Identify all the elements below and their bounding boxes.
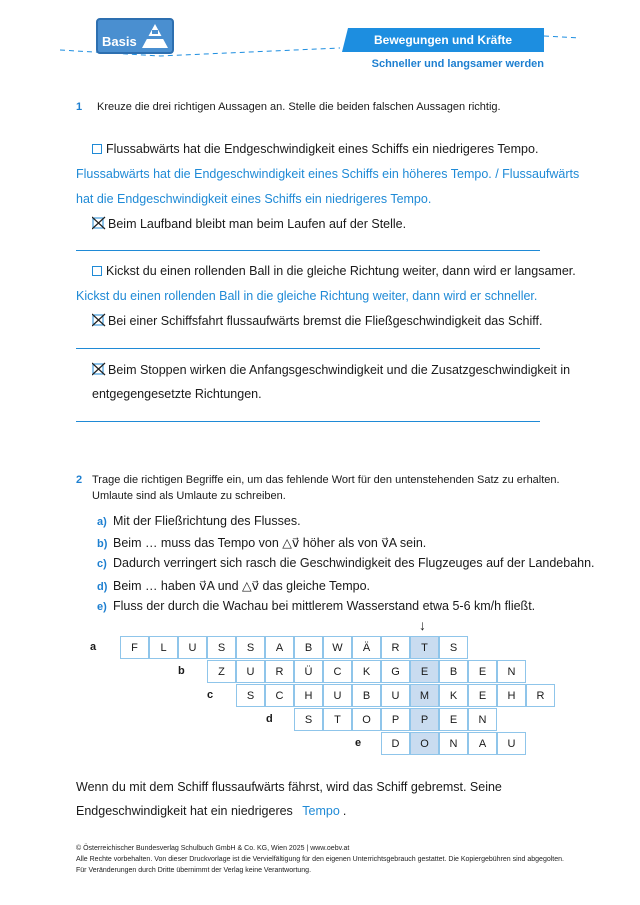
grid-cell[interactable]: A (265, 636, 294, 659)
checkbox-checked-icon[interactable] (92, 362, 106, 376)
task2-instruction-1: Trage die richtigen Begriffe ein, um das fehlende Wort für den untenstehenden Satz zu erhalten. (92, 474, 560, 486)
grid-solution-cell[interactable]: M (410, 684, 439, 707)
grid-cell[interactable]: Z (207, 660, 236, 683)
grid-cell[interactable]: U (178, 636, 207, 659)
answer-line (76, 250, 540, 251)
grid-cell[interactable]: N (468, 708, 497, 731)
grid-cell[interactable]: K (439, 684, 468, 707)
grid-solution-cell[interactable]: E (410, 660, 439, 683)
grid-cell[interactable]: B (352, 684, 381, 707)
task2-instruction-2: Umlaute sind als Umlaute zu schreiben. (92, 490, 286, 502)
grid-cell[interactable]: E (468, 660, 497, 683)
grid-cell[interactable]: S (236, 636, 265, 659)
grid-cell[interactable]: U (236, 660, 265, 683)
checkbox-checked-icon[interactable] (92, 216, 106, 230)
grid-cell[interactable]: N (439, 732, 468, 755)
task1-number: 1 (76, 101, 83, 113)
correction-1b: hat die Endgeschwindigkeit eines Schiffs ein niedrigeres Tempo. (76, 192, 432, 206)
grid-cell[interactable]: U (381, 684, 410, 707)
grid-cell[interactable]: D (381, 732, 410, 755)
grid-solution-cell[interactable]: T (410, 636, 439, 659)
grid-cell[interactable]: R (381, 636, 410, 659)
statement-5-cont: entgegengesetzte Richtungen. (92, 387, 262, 401)
v-a-symbol: v⃗A (381, 536, 397, 550)
grid-cell[interactable]: F (120, 636, 149, 659)
grid-cell[interactable]: E (468, 684, 497, 707)
result-sentence-2: Endgeschwindigkeit hat ein niedrigeres Tempo . (76, 804, 347, 818)
grid-cell[interactable]: R (526, 684, 555, 707)
statement-4: Bei einer Schiffsfahrt flussaufwärts bremst die Fließgeschwindigkeit das Schiff. (92, 313, 542, 328)
clue-d: d) Beim … haben v⃗A und △v⃗ das gleiche Tempo. (97, 579, 371, 593)
grid-cell[interactable]: Ä (352, 636, 381, 659)
grid-solution-cell[interactable]: O (410, 732, 439, 755)
checkbox-empty[interactable] (92, 266, 102, 276)
grid-cell[interactable]: Ü (294, 660, 323, 683)
checkbox-checked-icon[interactable] (92, 313, 106, 327)
solution-arrow-icon: ↓ (419, 617, 426, 633)
statement-5: Beim Stoppen wirken die Anfangsgeschwindigkeit und die Zusatzgeschwindigkeit in (92, 362, 570, 377)
grid-cell[interactable]: U (497, 732, 526, 755)
statement-3: Kickst du einen rollenden Ball in die gleiche Richtung weiter, dann wird er langsamer. (92, 264, 576, 278)
answer-line (76, 348, 540, 349)
grid-cell[interactable]: U (323, 684, 352, 707)
grid-cell[interactable]: T (323, 708, 352, 731)
grid-cell[interactable]: G (381, 660, 410, 683)
clue-a: a) Mit der Fließrichtung des Flusses. (97, 514, 301, 528)
grid-cell[interactable]: P (381, 708, 410, 731)
grid-cell[interactable]: S (439, 636, 468, 659)
grid-row-label: c (207, 689, 214, 701)
answer-word: Tempo (302, 804, 340, 818)
grid-row-label: d (266, 713, 273, 725)
footer: © Österreichischer Bundesverlag Schulbuch GmbH & Co. KG, Wien 2025 | www.oebv.at Alle Rechte vorbehalten. Von dieser Druckvorlage ist die Vervielfältigung für den eigenen Unterrichtsgebrauch gestattet. Die Kopiergebühren sind abgegolten. Für Veränderungen durch Dritte übernimmt der Verlag keine Verantwortung. (76, 845, 564, 874)
correction-3: Kickst du einen rollenden Ball in die gleiche Richtung weiter, dann wird er schneller. (76, 289, 538, 303)
delta-v-symbol: △v⃗ (242, 579, 260, 593)
grid-cell[interactable]: H (497, 684, 526, 707)
clue-b: b) Beim … muss das Tempo von △v⃗ höher als von v⃗A sein. (97, 536, 427, 550)
statement-2: Beim Laufband bleibt man beim Laufen auf der Stelle. (92, 216, 406, 231)
grid-cell[interactable]: S (294, 708, 323, 731)
grid-cell[interactable]: S (236, 684, 265, 707)
checkbox-empty[interactable] (92, 144, 102, 154)
grid-row-label: a (90, 641, 97, 653)
grid-cell[interactable]: L (149, 636, 178, 659)
grid-cell[interactable]: C (323, 660, 352, 683)
grid-cell[interactable]: C (265, 684, 294, 707)
basis-logo-text: Basis (102, 34, 137, 49)
grid-cell[interactable]: S (207, 636, 236, 659)
grid-cell[interactable]: B (439, 660, 468, 683)
page-subtitle: Schneller und langsamer werden (371, 58, 544, 70)
correction-1a: Flussabwärts hat die Endgeschwindigkeit eines Schiffs ein höheres Tempo. / Flussaufwärts (76, 167, 580, 181)
task2-number: 2 (76, 474, 83, 486)
statement-1: Flussabwärts hat die Endgeschwindigkeit eines Schiffs ein niedrigeres Tempo. (92, 142, 538, 156)
answer-line (76, 421, 540, 422)
delta-v-symbol: △v⃗ (282, 536, 300, 550)
grid-cell[interactable]: B (294, 636, 323, 659)
grid-cell[interactable]: R (265, 660, 294, 683)
grid-cell[interactable]: N (497, 660, 526, 683)
grid-cell[interactable]: H (294, 684, 323, 707)
grid-cell[interactable]: A (468, 732, 497, 755)
grid-cell[interactable]: K (352, 660, 381, 683)
grid-row-label: b (178, 665, 185, 677)
result-sentence-1: Wenn du mit dem Schiff flussaufwärts fährst, wird das Schiff gebremst. Seine (76, 780, 502, 794)
topic-title: Bewegungen und Kräfte (373, 33, 512, 47)
grid-cell[interactable]: W (323, 636, 352, 659)
grid-row-label: e (355, 737, 362, 749)
grid-solution-cell[interactable]: P (410, 708, 439, 731)
v-a-symbol: v⃗A (199, 579, 215, 593)
clue-c: c) Dadurch verringert sich rasch die Geschwindigkeit des Flugzeuges auf der Landebahn. (97, 556, 595, 570)
task1-instruction: Kreuze die drei richtigen Aussagen an. Stelle die beiden falschen Aussagen richtig. (97, 101, 501, 113)
clue-e: e) Fluss der durch die Wachau bei mittlerem Wasserstand etwa 5-6 km/h fließt. (97, 599, 536, 613)
grid-cell[interactable]: E (439, 708, 468, 731)
triangle-logo-icon (140, 22, 170, 50)
grid-cell[interactable]: O (352, 708, 381, 731)
